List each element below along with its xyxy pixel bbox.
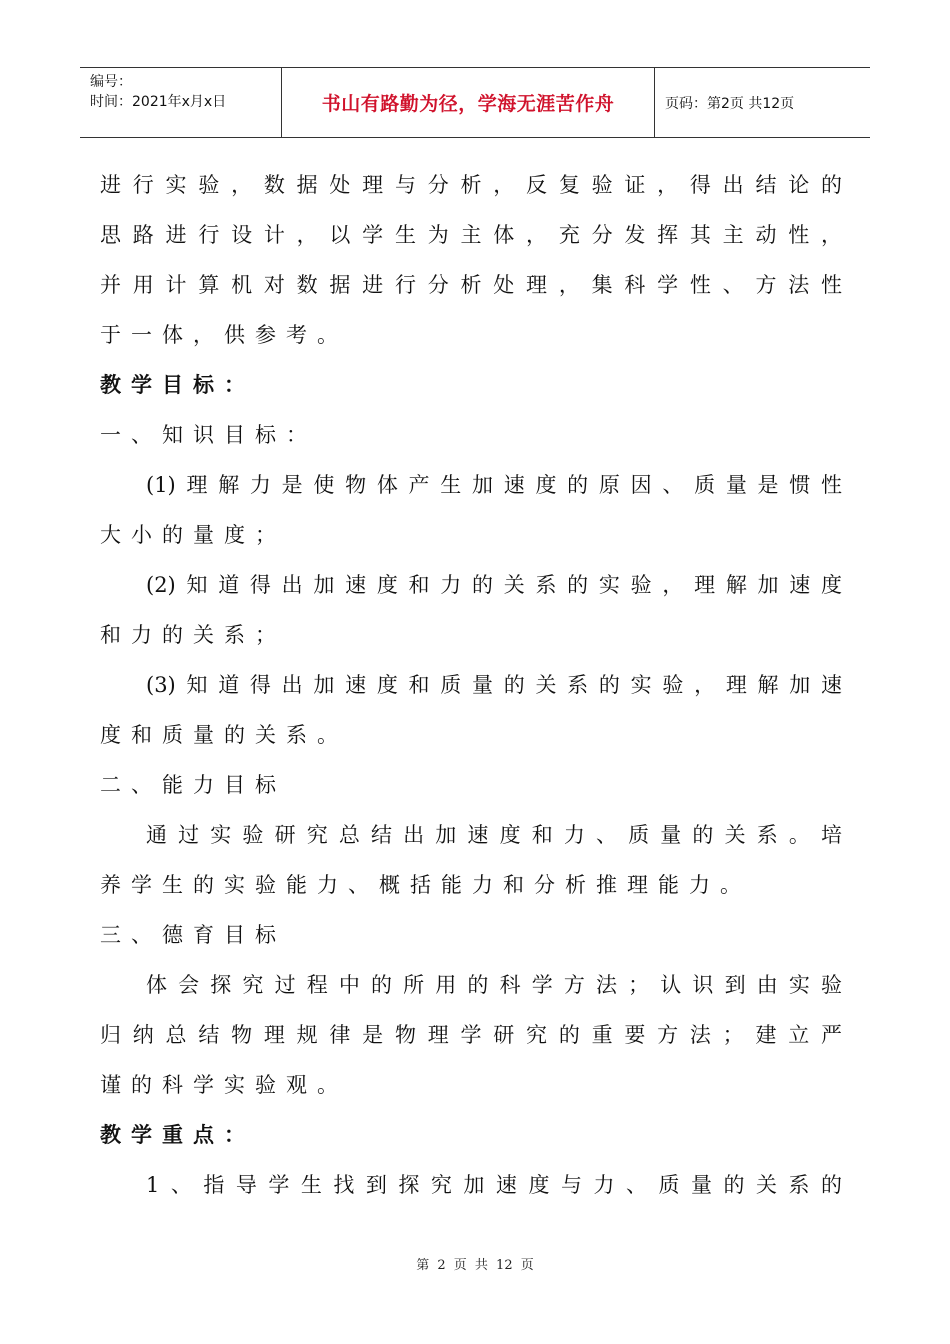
header-motto: 书山有路勤为径，学海无涯苦作舟 (281, 68, 655, 137)
page-footer: 第 2 页 共 12 页 (416, 1258, 534, 1273)
subheading-ability-goals: 二、能力目标 (100, 773, 286, 797)
header-meta (80, 68, 281, 137)
section-heading-key-points: 教学重点： (100, 1122, 255, 1147)
paragraph-line: 大小的量度； (100, 523, 286, 547)
subheading-moral-goals: 三、德育目标 (100, 923, 286, 947)
paragraph-line: 思路进行设计，以学生为主体，充分发挥其主动性， (100, 223, 842, 247)
section-heading-teaching-goals: 教学目标： (100, 372, 255, 397)
subheading-knowledge-goals: 一、知识目标： (100, 423, 317, 447)
paragraph-line: 1、指导学生找到探究加速度与力、质量的关系的 (146, 1173, 842, 1197)
paragraph-line: 体会探究过程中的所用的科学方法；认识到由实验 (146, 973, 842, 997)
paragraph-line: 归纳总结物理规律是物理学研究的重要方法；建立严 (100, 1023, 842, 1047)
document-number-label: 编号： (90, 74, 132, 90)
paragraph-line: 谨的科学实验观。 (100, 1073, 348, 1097)
paragraph-line: 并用计算机对数据进行分析处理，集科学性、方法性 (100, 273, 842, 297)
paragraph-line: (3)知道得出加速度和质量的关系的实验，理解加速 (146, 673, 842, 697)
paragraph-line: 通过实验研究总结出加速度和力、质量的关系。培 (146, 823, 842, 847)
paragraph-line: (2)知道得出加速度和力的关系的实验，理解加速度 (146, 573, 842, 597)
paragraph-line: 于一体，供参考。 (100, 323, 348, 347)
page-header (80, 67, 870, 138)
document-date: 时间：2021年x月x日 (90, 94, 227, 110)
header-page-info: 页码：第2页 共12页 (665, 95, 795, 112)
paragraph-line: (1)理解力是使物体产生加速度的原因、质量是惯性 (146, 473, 842, 497)
document-body (100, 160, 842, 1210)
paragraph-line: 和力的关系； (100, 623, 286, 647)
paragraph-line: 度和质量的关系。 (100, 723, 348, 747)
paragraph-line: 进行实验，数据处理与分析，反复验证，得出结论的 (100, 173, 842, 197)
paragraph-line: 养学生的实验能力、概括能力和分析推理能力。 (100, 873, 751, 897)
